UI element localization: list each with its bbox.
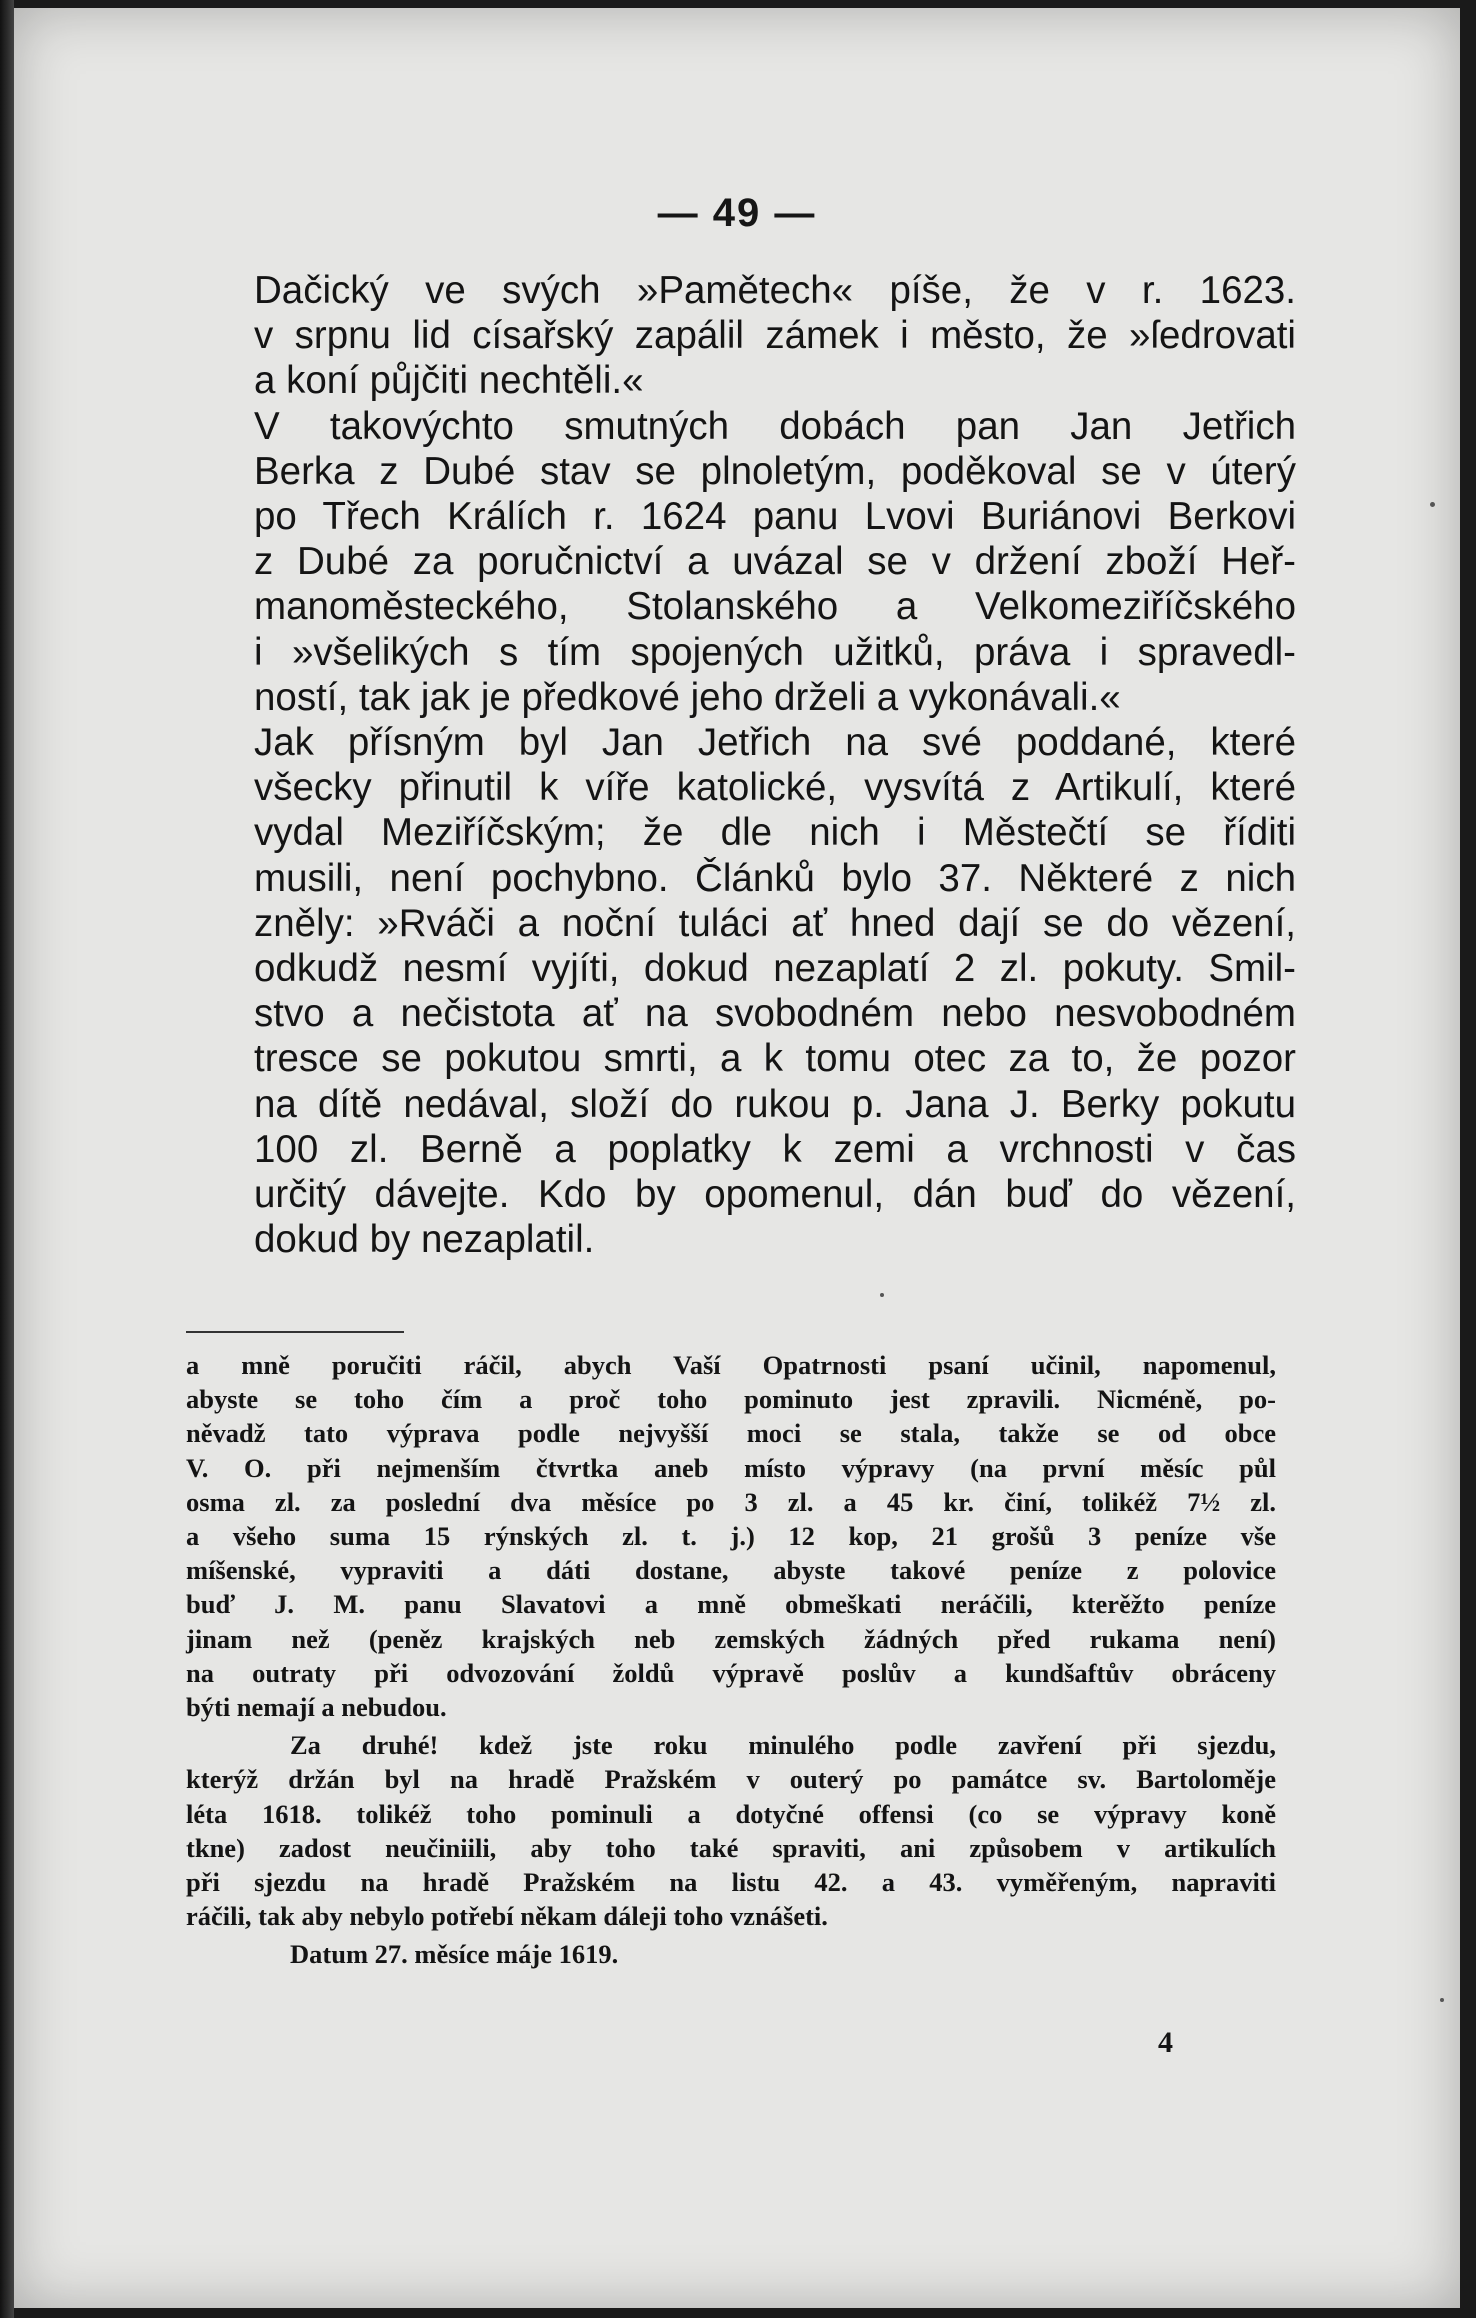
text-line: manoměsteckého, Stolanského a Velkomeziříčského: [254, 585, 1296, 629]
text-line: po Třech Králích r. 1624 panu Lvovi Buriánovi Berkovi: [254, 495, 1296, 539]
footnote-line: léta 1618. tolikéž toho pominuli a dotyčné offensi (co se výpravy koně: [186, 1798, 1276, 1829]
footnote-line: a všeho suma 15 rýnských zl. t. j.) 12 kop, 21 grošů 3 peníze vše: [186, 1521, 1276, 1552]
footnote-line: buď J. M. panu Slavatovi a mně obmeškati neráčili, kterěžto peníze: [186, 1589, 1276, 1620]
footnote-line: osma zl. za poslední dva měsíce po 3 zl. a 45 kr. činí, tolikéž 7½ zl.: [186, 1486, 1276, 1517]
paragraph-1: [174, 268, 1296, 404]
text-line: 100 zl. Berně a poplatky k zemi a vrchnosti v čas: [254, 1127, 1296, 1171]
footnote-divider: [186, 1331, 404, 1333]
paper-speck: [1430, 502, 1435, 507]
footnote-line: a mně poručiti ráčil, abych Vaší Opatrnosti psaní učinil, napomenul,: [186, 1350, 1276, 1380]
page-edge: [0, 0, 14, 2318]
text-line: i »všelikých s tím spojených užitků, práva i spravedl-: [254, 630, 1296, 674]
footnote-line: ráčili, tak aby nebylo potřebí někam dáleji toho vznášeti.: [186, 1901, 828, 1932]
text-line: V takovýchto smutných dobách pan Jan Jetřich: [254, 404, 1296, 448]
paper-speck: [880, 1293, 884, 1297]
text-line: stvo a nečistota ať na svobodném nebo nesvobodném: [254, 992, 1296, 1036]
footnote-date: Datum 27. měsíce máje 1619.: [290, 1939, 619, 1970]
text-line: určitý dávejte. Kdo by opomenul, dán buď do vězení,: [254, 1173, 1296, 1217]
text-line: odkudž nesmí vyjíti, dokud nezaplatí 2 zl. pokuty. Smil-: [254, 947, 1296, 991]
footnote-line: při sjezdu na hradě Pražském na listu 42. a 43. vyměřeným, napraviti: [186, 1867, 1276, 1898]
footnote-line: V. O. při nejmenším čtvrtka aneb místo výpravy (na první měsíc půl: [186, 1452, 1276, 1483]
footnote-line: míšenské, vypraviti a dáti dostane, abyste takové peníze z polovice: [186, 1555, 1276, 1586]
text-line: v srpnu lid císařský zapálil zámek i město, že »ſedrovati: [254, 314, 1296, 358]
text-line: vydal Meziříčským; že dle nich i Městečtí se říditi: [254, 811, 1296, 855]
paragraph-3: [174, 720, 1296, 1262]
text-line: Berka z Dubé stav se plnoletým, poděkoval se v úterý: [254, 449, 1296, 493]
text-line: Jak přísným byl Jan Jetřich na své poddané, které: [254, 721, 1296, 765]
text-line: ností, tak jak je předkové jeho drželi a vykonávali.«: [254, 675, 1121, 719]
footnote-line: něvadž tato výprava podle nejvyšší moci se stala, takže se od obce: [186, 1418, 1276, 1449]
text-line: všecky přinutil k víře katolické, vysvítá z Artikulí, které: [254, 766, 1296, 810]
paper-speck: [1440, 1998, 1444, 2002]
footnote-line: na outraty při odvozování žoldů výpravě poslův a kundšaftův obráceny: [186, 1657, 1276, 1688]
book-page: [14, 8, 1460, 2308]
text-line: zněly: »Rváči a noční tuláci ať hned dají se do vězení,: [254, 901, 1296, 945]
footnote-paragraph-2: [186, 1728, 1276, 1933]
footnote-line: tkne) zadost neučiniili, aby toho také spraviti, ani způsobem v artikulích: [186, 1832, 1276, 1863]
text-line: na dítě nedával, složí do rukou p. Jana J. Berky pokutu: [254, 1082, 1296, 1126]
paragraph-2: [174, 404, 1296, 720]
footnote-line: jinam než (peněz krajských neb zemských žádných před rukama není): [186, 1623, 1276, 1654]
text-line: z Dubé za poručnictví a uvázal se v držení zboží Heř-: [254, 540, 1296, 584]
footnote-paragraph-1: [186, 1348, 1276, 1724]
text-line: musili, není pochybno. Článků bylo 37. Některé z nich: [254, 856, 1296, 900]
footnote-line: abyste se toho čím a proč toho pominuto jest zpravili. Nicméně, po-: [186, 1384, 1276, 1415]
main-text: [174, 268, 1296, 1262]
footnote-line: kterýž držán byl na hradě Pražském v outerý po památce sv. Bartoloměje: [186, 1764, 1276, 1795]
footnote-line: Za druhé! kdež jste roku minulého podle zavření při sjezdu,: [290, 1730, 1276, 1761]
text-line: tresce se pokutou smrti, a k tomu otec za to, že pozor: [254, 1037, 1296, 1081]
text-line: dokud by nezaplatil.: [254, 1218, 595, 1262]
footnote-line: býti nemají a nebudou.: [186, 1692, 447, 1723]
page-number: — 49 —: [657, 191, 817, 235]
text-line: a koní půjčiti nechtěli.«: [254, 359, 644, 403]
footnote: [186, 1348, 1276, 1972]
text-line: Dačický ve svých »Pamětech« píše, že v r. 1623.: [254, 269, 1296, 312]
signature-mark: 4: [1158, 2026, 1173, 2059]
